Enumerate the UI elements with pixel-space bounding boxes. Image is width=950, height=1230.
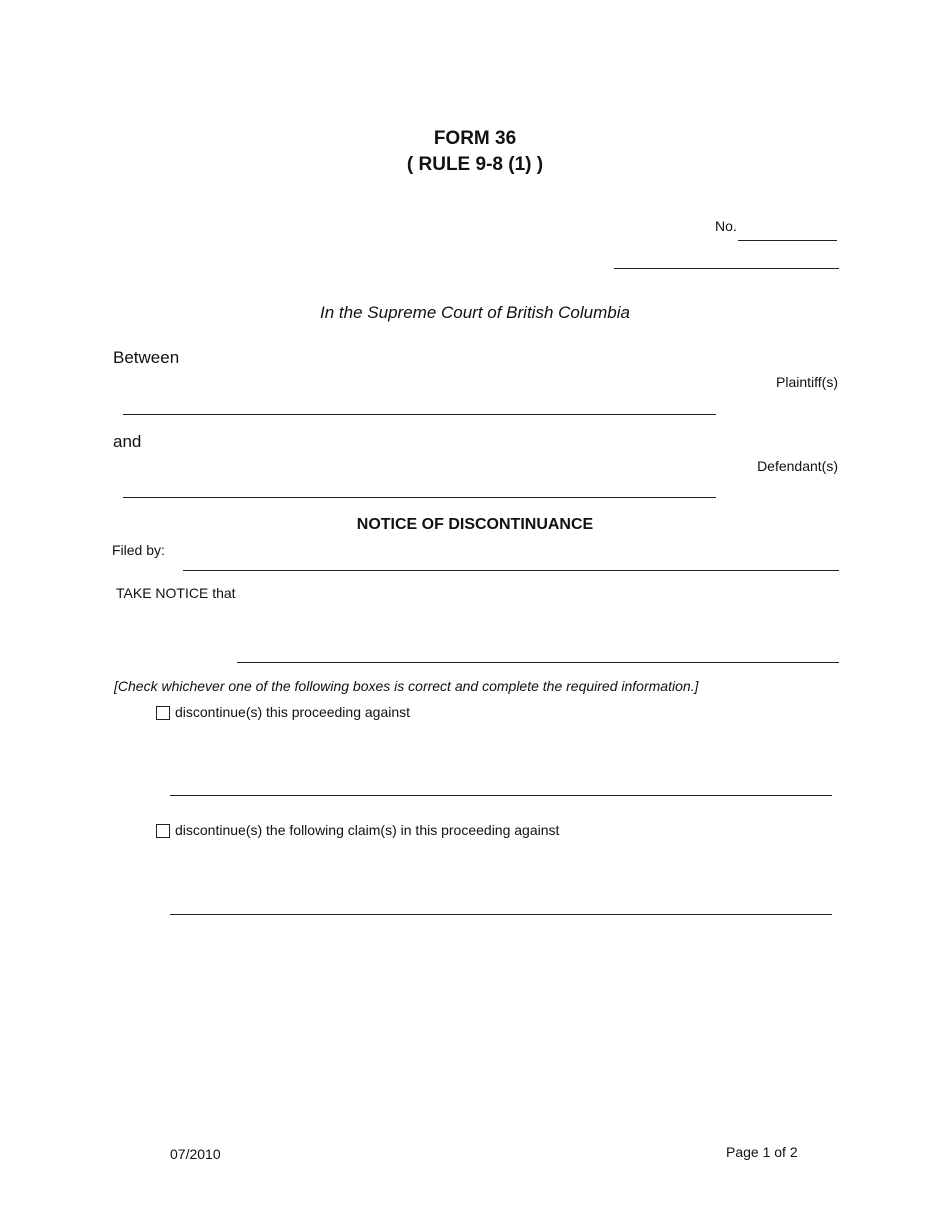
plaintiff-name-field[interactable] bbox=[123, 414, 716, 415]
take-notice-label: TAKE NOTICE that bbox=[116, 585, 236, 601]
rule-reference: ( RULE 9-8 (1) ) bbox=[406, 154, 544, 175]
notice-title: NOTICE OF DISCONTINUANCE bbox=[356, 516, 594, 533]
option1-label: discontinue(s) this proceeding against bbox=[175, 704, 411, 720]
option2-party-field[interactable] bbox=[170, 914, 832, 915]
date-code: 07/2010 bbox=[170, 1146, 221, 1162]
form-number: FORM 36 bbox=[433, 128, 517, 149]
defendant-label: Defendant(s) bbox=[757, 458, 838, 474]
court-name: In the Supreme Court of British Columbia bbox=[320, 303, 630, 322]
filed-by-label: Filed by: bbox=[112, 542, 165, 558]
between-label: Between bbox=[113, 348, 180, 367]
page-number: Page 1 of 2 bbox=[726, 1144, 798, 1160]
discontinue-proceeding-checkbox[interactable] bbox=[156, 706, 170, 720]
defendant-name-field[interactable] bbox=[123, 497, 716, 498]
and-label: and bbox=[113, 432, 142, 451]
filed-by-field[interactable] bbox=[183, 570, 839, 571]
discontinue-claims-checkbox[interactable] bbox=[156, 824, 170, 838]
plaintiff-label: Plaintiff(s) bbox=[776, 374, 838, 390]
take-notice-party-field[interactable] bbox=[237, 662, 839, 663]
file-number-label: No. bbox=[715, 218, 737, 234]
registry-field[interactable] bbox=[614, 268, 839, 269]
file-number-field[interactable] bbox=[738, 240, 837, 241]
option1-party-field[interactable] bbox=[170, 795, 832, 796]
instruction-text: [Check whichever one of the following boxes is correct and complete the required information.] bbox=[114, 678, 699, 694]
option2-label: discontinue(s) the following claim(s) in this proceeding against bbox=[175, 822, 560, 838]
